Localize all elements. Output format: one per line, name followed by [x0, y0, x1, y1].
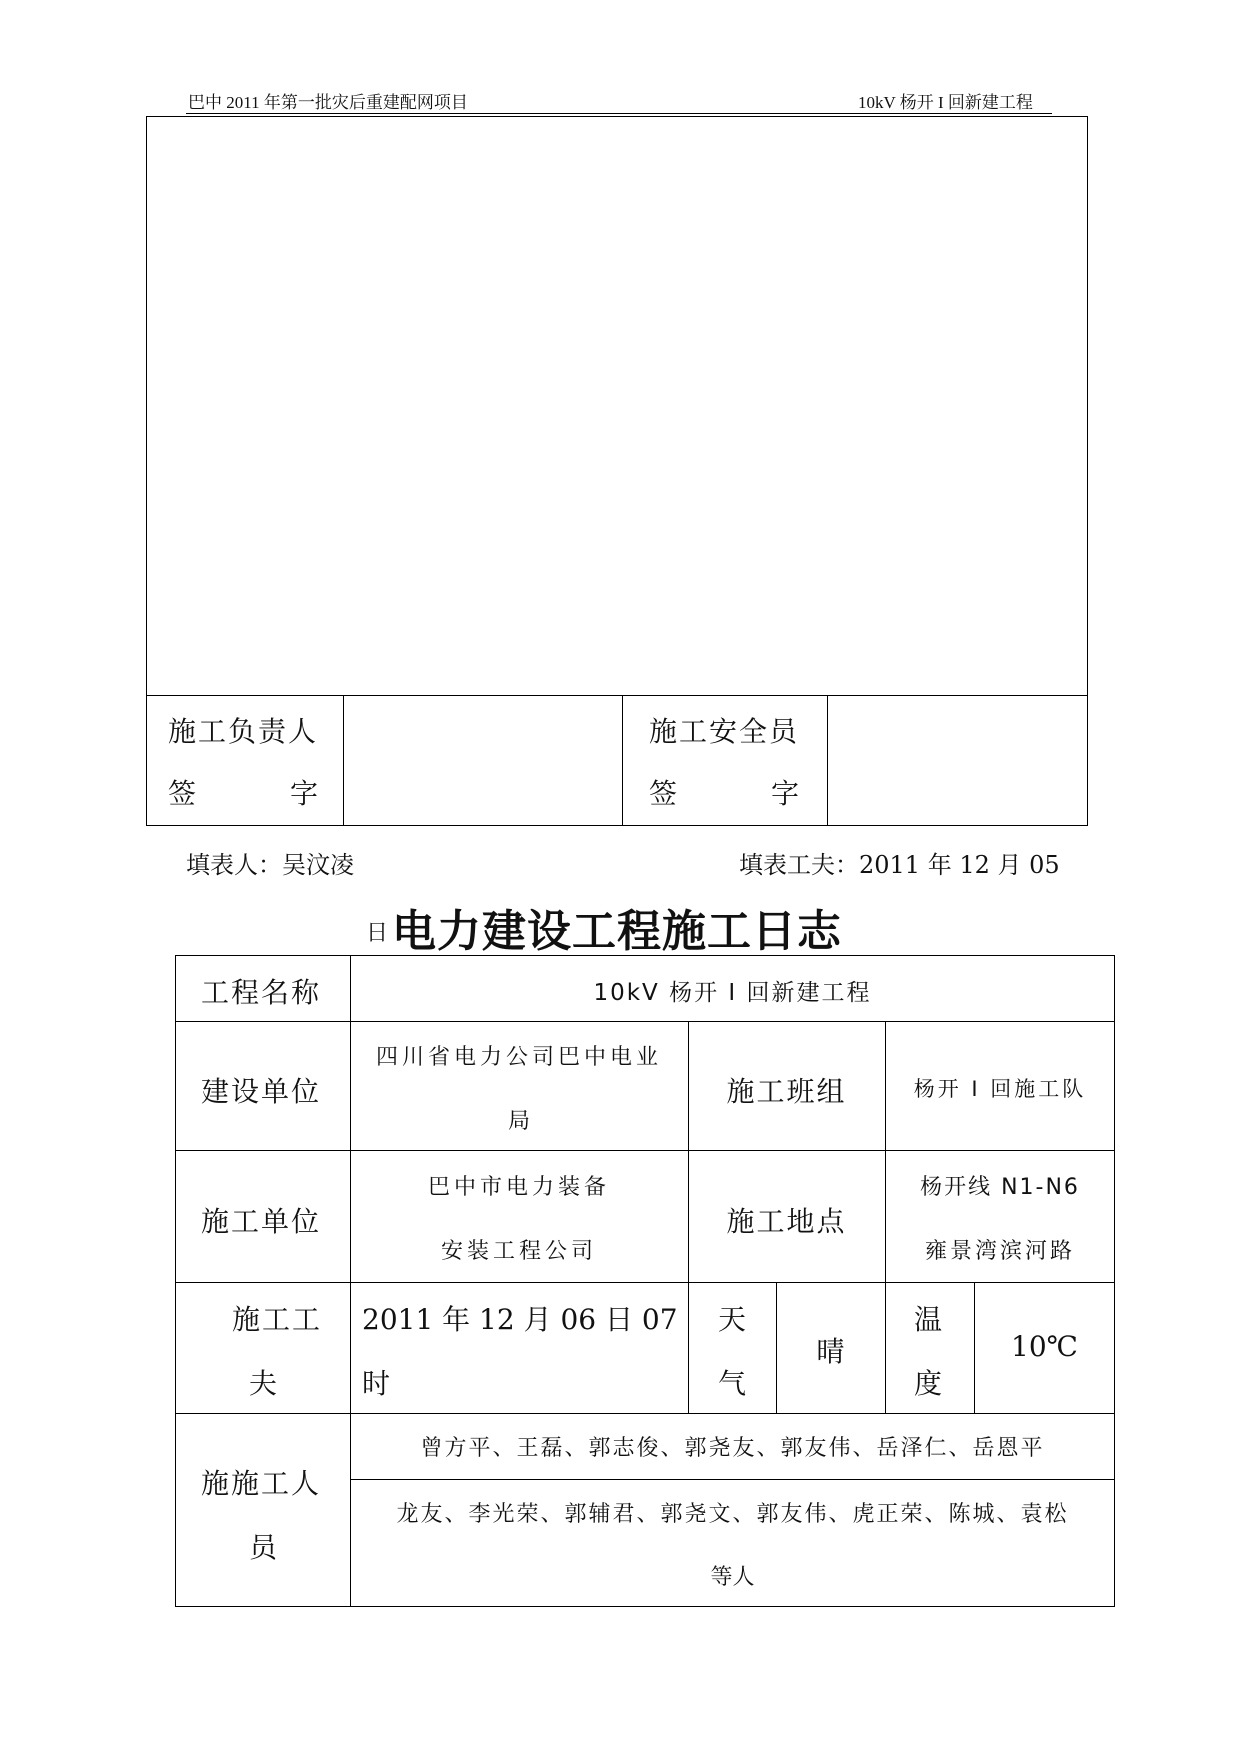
- safety-sign-char-2: 字: [770, 777, 799, 810]
- temp-label-line2: 度: [914, 1367, 943, 1400]
- header-right: 10kV 杨开 I 回新建工程: [858, 93, 1033, 112]
- header-rule: [186, 113, 1052, 114]
- log-title: 电力建设工程施工日志: [392, 906, 842, 957]
- safety-signature-field[interactable]: [829, 697, 1086, 824]
- row-line-1: [175, 1021, 1115, 1022]
- contractor-value-line2: 安装工程公司: [440, 1239, 597, 1264]
- header-left: 巴中 2011 年第一批灾后重建配网项目: [188, 93, 468, 112]
- crew-inner-line: [350, 1479, 1115, 1480]
- project-name-value: 10kV 杨开 I 回新建工程: [593, 980, 872, 1006]
- safety-sign-char-1: 签: [649, 777, 678, 810]
- crew-line1: 曾方平、王磊、郭志俊、郭尧友、郭友伟、岳泽仁、岳恩平: [420, 1436, 1045, 1461]
- foreman-label: 施工负责人: [168, 715, 319, 748]
- location-label: 施工地点: [726, 1205, 847, 1238]
- contractor-label: 施工单位: [201, 1205, 322, 1238]
- location-value-line2: 雍景湾滨河路: [924, 1239, 1075, 1264]
- time-value-line2: 时: [362, 1367, 391, 1400]
- crew-line2: 龙友、李光荣、郭辅君、郭尧文、郭友伟、虎正荣、陈城、袁松: [396, 1502, 1069, 1527]
- row-line-2: [175, 1150, 1115, 1151]
- team-value: 杨开 I 回施工队: [913, 1077, 1087, 1101]
- foreman-signature-field[interactable]: [345, 697, 620, 824]
- weather-label-line1: 天: [718, 1303, 747, 1336]
- safety-sign-label: [649, 772, 799, 812]
- row-line-4: [175, 1413, 1115, 1414]
- team-label: 施工班组: [726, 1075, 847, 1108]
- owner-value-line2: 局: [507, 1109, 530, 1134]
- contractor-value-line1: 巴中市电力装备: [427, 1175, 610, 1200]
- safety-officer-label: 施工安全员: [649, 715, 800, 748]
- temp-value: 10℃: [1011, 1330, 1078, 1363]
- crew-label-line2: 员: [249, 1531, 278, 1564]
- previous-log-divider: [146, 695, 1088, 696]
- foreman-sign-label: [168, 772, 318, 812]
- owner-value-line1: 四川省电力公司巴中电业: [375, 1045, 662, 1070]
- owner-label: 建设单位: [201, 1075, 322, 1108]
- previous-log-col-2: [622, 695, 623, 826]
- foreman-sign-char-1: 签: [168, 777, 197, 810]
- weather-value: 晴: [816, 1335, 845, 1368]
- previous-log-col-1: [343, 695, 344, 826]
- project-name-label: 工程名称: [201, 976, 322, 1009]
- fill-date-text: 填表工夫：2011 年 12 月 05: [739, 851, 1060, 879]
- time-label-line2: 夫: [249, 1367, 278, 1400]
- crew-line3: 等人: [710, 1565, 755, 1590]
- time-label-line1: 施工工: [232, 1303, 323, 1336]
- temp-label-line1: 温: [914, 1303, 943, 1336]
- weather-label-line2: 气: [718, 1367, 747, 1400]
- previous-log-col-3: [827, 695, 828, 826]
- fill-date-tail: 日: [366, 921, 389, 946]
- crew-label-line1: 施施工人: [201, 1467, 322, 1500]
- foreman-sign-char-2: 字: [289, 777, 318, 810]
- location-value-line1: 杨开线 N1-N6: [920, 1175, 1080, 1200]
- filler-text: 填表人：吴汶凌: [186, 851, 354, 879]
- time-value-line1: 2011 年 12 月 06 日 07: [362, 1303, 678, 1336]
